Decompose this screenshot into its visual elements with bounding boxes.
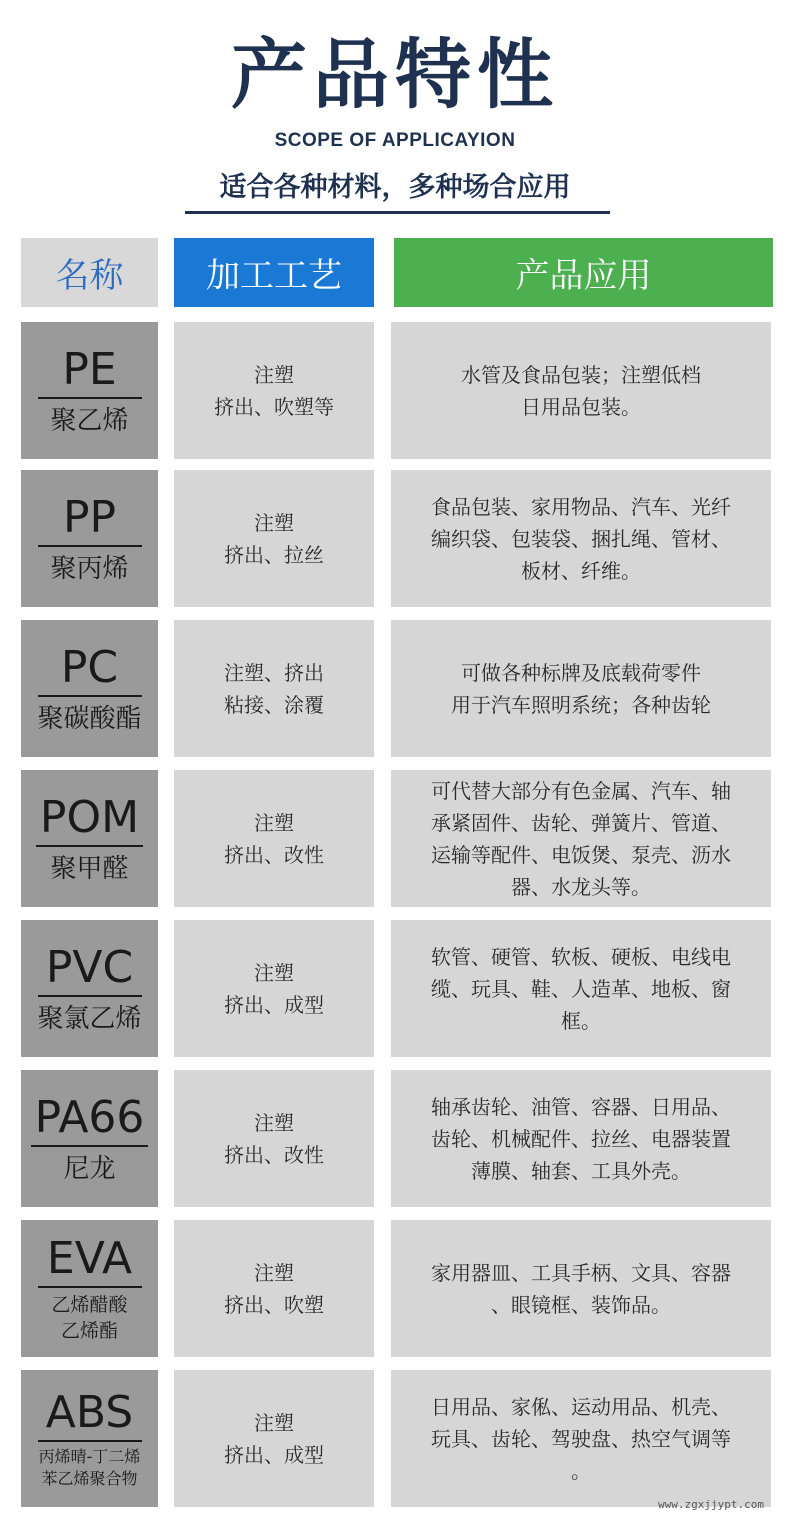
process-line: 挤出、改性: [224, 842, 324, 867]
process-line: 注塑: [254, 1110, 294, 1135]
process-line: 粘接、涂覆: [224, 692, 324, 717]
material-name-cell: [21, 470, 158, 607]
application-line: 家用器皿、工具手柄、文具、容器: [431, 1260, 731, 1285]
application-cell: [391, 322, 771, 459]
application-cell: [391, 1220, 771, 1357]
process-cell: [174, 620, 374, 757]
material-chinese-name: 聚甲醛: [50, 853, 129, 884]
process-line: 注塑、挤出: [224, 660, 324, 685]
application-line: 承紧固件、齿轮、弹簧片、管道、: [431, 810, 731, 835]
process-cell: [174, 1220, 374, 1357]
application-line: 水管及食品包装；注塑低档: [461, 362, 701, 387]
application-line: 用于汽车照明系统；各种齿轮: [451, 692, 711, 717]
material-name-cell: [21, 322, 158, 459]
application-line: 编织袋、包装袋、捆扎绳、管材、: [431, 526, 731, 551]
material-name-cell: [21, 770, 158, 907]
material-chinese-name: 聚氯乙烯: [37, 1003, 142, 1034]
material-name-cell: [21, 620, 158, 757]
material-chinese-name: 乙烯酯: [60, 1319, 118, 1342]
subtitle-underline: [185, 211, 610, 214]
process-line: 注塑: [254, 1410, 294, 1435]
material-name-cell: [21, 1220, 158, 1357]
material-chinese-name: 丙烯晴-丁二烯: [38, 1446, 141, 1466]
header-name: [21, 238, 158, 307]
material-abbreviation: PC: [38, 643, 142, 697]
application-cell: [391, 770, 771, 907]
application-line: 可做各种标牌及底载荷零件: [461, 660, 701, 685]
application-line: 软管、硬管、软板、硬板、电线电: [431, 944, 731, 969]
process-cell: [174, 470, 374, 607]
process-line: 挤出、吹塑等: [214, 394, 334, 419]
application-line: 日用品包装。: [521, 394, 641, 419]
material-chinese-name: 尼龙: [63, 1153, 116, 1184]
material-chinese-name: 聚丙烯: [50, 553, 129, 584]
application-line: 轴承齿轮、油管、容器、日用品、: [431, 1094, 731, 1119]
page-title: 产品特性: [231, 30, 559, 119]
application-line: 框。: [561, 1008, 601, 1033]
header-application: [394, 238, 773, 307]
header-process-label: 加工工艺: [206, 256, 342, 296]
material-chinese-name: 聚碳酸酯: [37, 703, 142, 734]
material-abbreviation: ABS: [38, 1388, 142, 1442]
application-line: 玩具、齿轮、驾驶盘、热空气调等: [431, 1426, 731, 1451]
application-line: 。: [571, 1458, 591, 1483]
application-line: 器、水龙头等。: [511, 874, 651, 899]
process-cell: [174, 920, 374, 1057]
process-line: 挤出、改性: [224, 1142, 324, 1167]
material-abbreviation: PVC: [38, 943, 142, 997]
material-abbreviation: PA66: [31, 1093, 149, 1147]
material-abbreviation: PE: [38, 345, 142, 399]
application-cell: [391, 1370, 771, 1507]
material-name-cell: [21, 920, 158, 1057]
application-cell: [391, 920, 771, 1057]
process-line: 注塑: [254, 510, 294, 535]
header-name-label: 名称: [55, 256, 124, 296]
application-line: 板材、纤维。: [521, 558, 641, 583]
application-line: 、眼镜框、装饰品。: [491, 1292, 671, 1317]
process-line: 挤出、吹塑: [224, 1292, 324, 1317]
material-abbreviation: EVA: [38, 1234, 142, 1288]
material-abbreviation: POM: [36, 793, 143, 847]
process-cell: [174, 1370, 374, 1507]
application-cell: [391, 470, 771, 607]
process-line: 注塑: [254, 960, 294, 985]
material-chinese-name: 乙烯醋酸: [51, 1293, 128, 1316]
material-chinese-name: 苯乙烯聚合物: [41, 1468, 138, 1488]
chinese-subtitle: 适合各种材料，多种场合应用: [219, 172, 571, 203]
application-line: 食品包装、家用物品、汽车、光纤: [431, 494, 731, 519]
application-line: 运输等配件、电饭煲、泵壳、沥水: [431, 842, 731, 867]
process-line: 注塑: [254, 810, 294, 835]
process-line: 挤出、成型: [224, 992, 324, 1017]
material-name-cell: [21, 1070, 158, 1207]
process-line: 挤出、成型: [224, 1442, 324, 1467]
english-subtitle: SCOPE OF APPLICAYION: [274, 130, 516, 151]
application-line: 齿轮、机械配件、拉丝、电器装置: [431, 1126, 731, 1151]
application-cell: [391, 1070, 771, 1207]
header-application-label: 产品应用: [515, 256, 652, 296]
process-line: 注塑: [254, 362, 294, 387]
process-cell: [174, 770, 374, 907]
watermark: www.zgxjjypt.com: [658, 1498, 764, 1511]
process-cell: [174, 322, 374, 459]
application-cell: [391, 620, 771, 757]
header-process: [174, 238, 374, 307]
application-line: 可代替大部分有色金属、汽车、轴: [431, 778, 731, 803]
application-line: 日用品、家俬、运动用品、机壳、: [431, 1394, 731, 1419]
process-cell: [174, 1070, 374, 1207]
material-name-cell: [21, 1370, 158, 1507]
process-line: 注塑: [254, 1260, 294, 1285]
material-chinese-name: 聚乙烯: [50, 405, 129, 436]
material-abbreviation: PP: [38, 493, 142, 547]
application-line: 薄膜、轴套、工具外壳。: [471, 1158, 691, 1183]
application-line: 缆、玩具、鞋、人造革、地板、窗: [431, 976, 731, 1001]
process-line: 挤出、拉丝: [224, 542, 324, 567]
